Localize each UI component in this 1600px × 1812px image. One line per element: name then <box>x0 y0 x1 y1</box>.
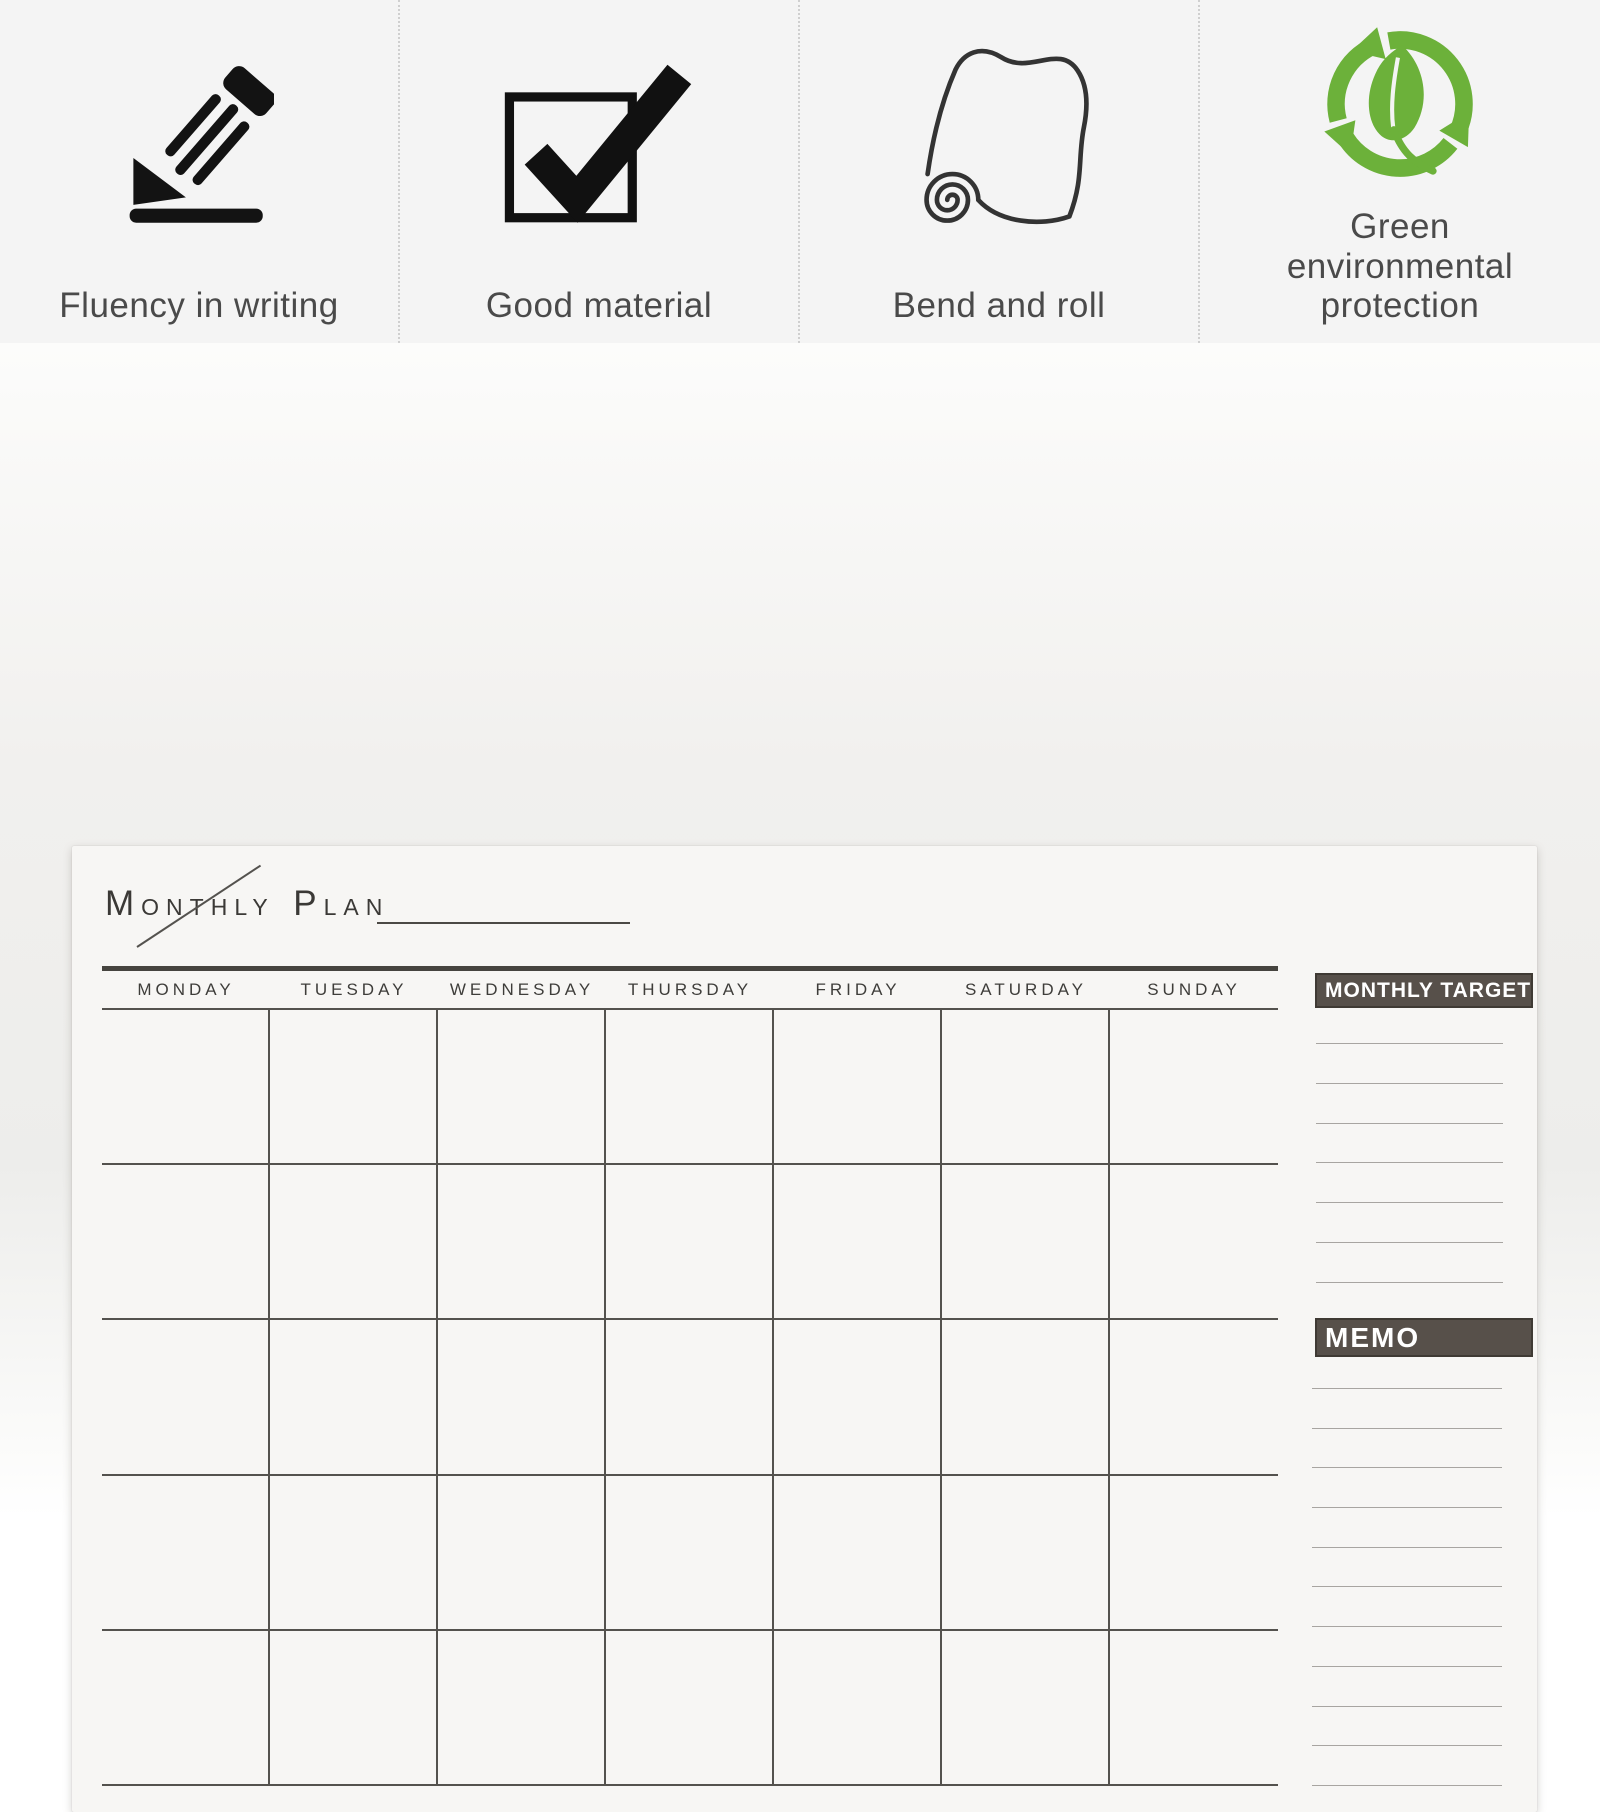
calendar-cell <box>942 1631 1110 1786</box>
calendar-grid <box>102 1008 1278 1786</box>
calendar-cell <box>942 1010 1110 1165</box>
product-photo <box>0 343 1600 1517</box>
weekday-label: SUNDAY <box>1147 979 1241 999</box>
checkbox-checked-icon <box>497 56 702 230</box>
calendar-cell <box>102 1631 270 1786</box>
ruled-line <box>1312 1785 1502 1786</box>
feature-bend <box>800 0 1200 343</box>
memo-title: MEMO <box>1325 1321 1421 1353</box>
calendar-cell <box>774 1631 942 1786</box>
weekday-label: THURSDAY <box>627 979 753 999</box>
calendar-cell <box>774 1165 942 1320</box>
calendar-cell <box>102 1165 270 1320</box>
feature-band <box>0 0 1600 343</box>
ruled-line <box>1312 1388 1502 1389</box>
calendar-cell <box>606 1476 774 1631</box>
feature-eco <box>1200 0 1600 343</box>
ruled-line <box>1312 1586 1502 1587</box>
calendar-cell <box>774 1320 942 1475</box>
recycle-leaf-icon <box>1307 6 1493 202</box>
calendar-cell <box>606 1010 774 1165</box>
ruled-line <box>1316 1043 1503 1044</box>
calendar-cell <box>942 1320 1110 1475</box>
calendar-cell <box>270 1631 438 1786</box>
calendar-cell <box>438 1476 606 1631</box>
memo-banner <box>1315 1318 1533 1357</box>
ruled-line <box>1312 1428 1502 1429</box>
ruled-line <box>1312 1706 1502 1707</box>
memo-lines <box>1312 1388 1502 1786</box>
calendar-cell <box>1110 1631 1278 1786</box>
header-rule <box>102 966 1278 971</box>
ruled-line <box>1316 1242 1503 1243</box>
ruled-line <box>1312 1666 1502 1667</box>
calendar-cell <box>1110 1010 1278 1165</box>
calendar-cell <box>438 1631 606 1786</box>
calendar-cell <box>942 1476 1110 1631</box>
calendar-cell <box>438 1165 606 1320</box>
rolled-sheet-icon <box>885 24 1113 262</box>
feature-material <box>400 0 800 343</box>
calendar-cell <box>1110 1476 1278 1631</box>
calendar-cell <box>606 1631 774 1786</box>
feature-label: Green environmental protection <box>1286 207 1514 325</box>
calendar-cell <box>102 1010 270 1165</box>
calendar-cell <box>438 1320 606 1475</box>
ruled-line <box>1312 1626 1502 1627</box>
calendar-cell <box>438 1010 606 1165</box>
checkbox-icon-area <box>400 0 798 286</box>
title-word: MONTHLY <box>105 884 275 923</box>
calendar-cell <box>270 1010 438 1165</box>
calendar-cell <box>270 1476 438 1631</box>
calendar-cell <box>774 1010 942 1165</box>
planner-paper <box>72 846 1537 1812</box>
ruled-line <box>1316 1162 1503 1163</box>
weekday-header <box>102 973 1278 1006</box>
calendar-cell <box>606 1320 774 1475</box>
monthly-target-lines <box>1316 1043 1503 1283</box>
ruled-line <box>1312 1547 1502 1548</box>
weekday-label: WEDNESDAY <box>449 979 595 999</box>
calendar-cell <box>942 1165 1110 1320</box>
feature-label: Bend and roll <box>892 285 1106 325</box>
calendar-cell <box>102 1320 270 1475</box>
feature-fluency <box>0 0 400 343</box>
ruled-line <box>1312 1745 1502 1746</box>
monthly-target-banner <box>1315 973 1533 1008</box>
calendar-cell <box>1110 1165 1278 1320</box>
recycle-icon-area <box>1200 0 1600 207</box>
title-word: PLAN <box>293 884 390 923</box>
ruled-line <box>1316 1123 1503 1124</box>
planner-title <box>105 884 389 924</box>
weekday-label: SATURDAY <box>964 979 1088 999</box>
weekday-label: MONDAY <box>137 979 235 999</box>
pencil-icon-area <box>0 0 398 286</box>
calendar-cell <box>270 1165 438 1320</box>
weekday-label: TUESDAY <box>300 979 408 999</box>
feature-label: Good material <box>485 285 713 325</box>
pencil-writing-icon <box>124 49 274 237</box>
feature-label: Fluency in writing <box>59 285 339 325</box>
ruled-line <box>1316 1083 1503 1084</box>
month-fill-in-line <box>377 922 630 924</box>
monthly-target-title: MONTHLY TARGET <box>1325 978 1532 1002</box>
calendar-cell <box>102 1476 270 1631</box>
ruled-line <box>1316 1282 1503 1283</box>
ruled-line <box>1312 1467 1502 1468</box>
ruled-line <box>1312 1507 1502 1508</box>
calendar-cell <box>606 1165 774 1320</box>
roll-icon-area <box>800 0 1198 286</box>
calendar-cell <box>1110 1320 1278 1475</box>
calendar-cell <box>774 1476 942 1631</box>
ruled-line <box>1316 1202 1503 1203</box>
weekday-label: FRIDAY <box>815 979 901 999</box>
calendar-cell <box>270 1320 438 1475</box>
